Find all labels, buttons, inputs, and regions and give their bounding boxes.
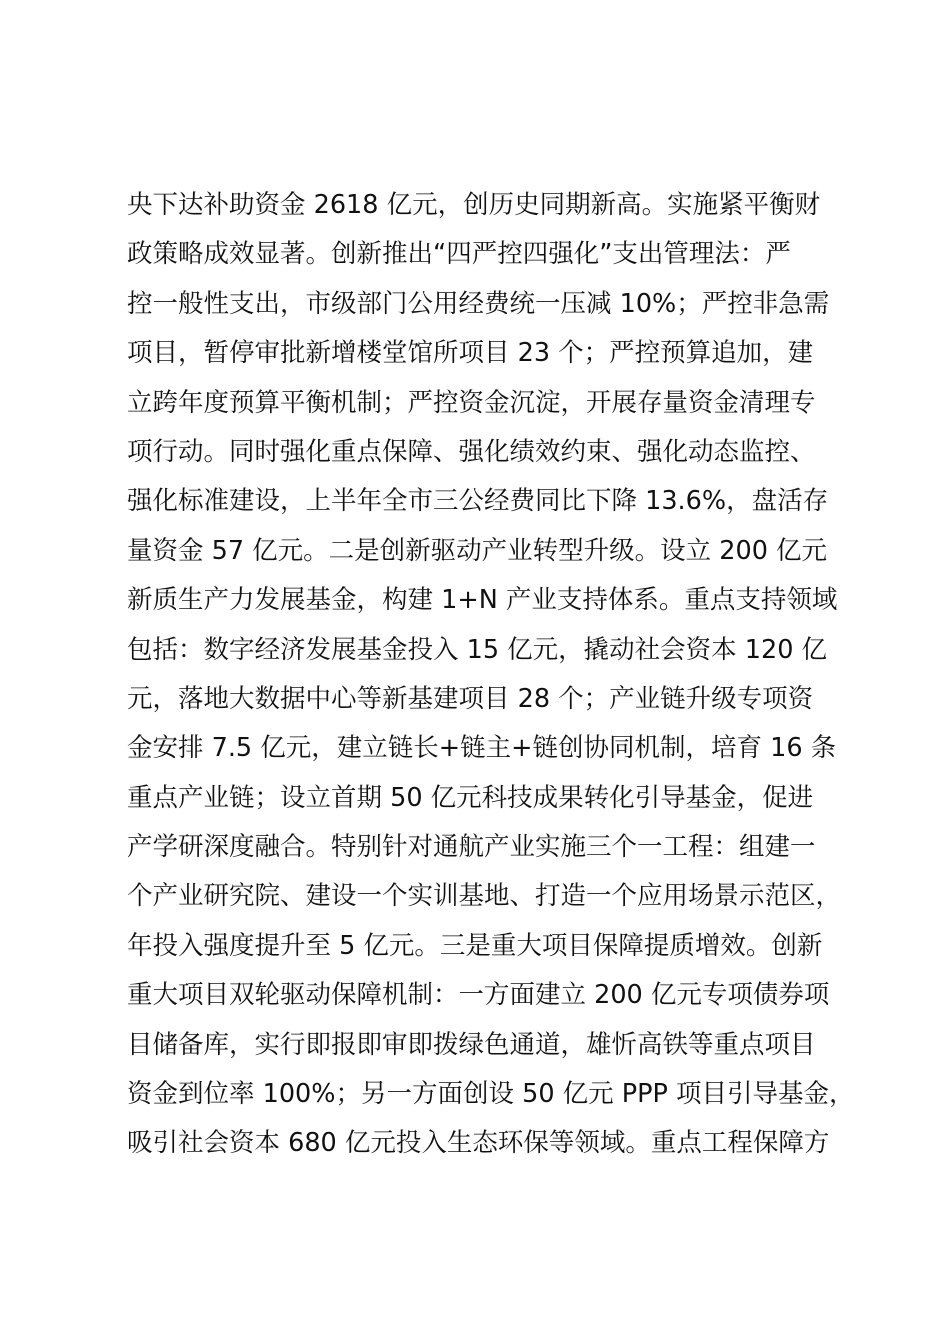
text-line-8: 量资金 57 亿元。二是创新驱动产业转型升级。设立 200 亿元 [127, 535, 828, 566]
text-line-13: 重点产业链；设立首期 50 亿元科技成果转化引导基金，促进 [127, 782, 814, 813]
text-line-15: 个产业研究院、建设一个实训基地、打造一个应用场景示范区， [127, 881, 842, 912]
text-line-17: 重大项目双轮驱动保障机制：一方面建立 200 亿元专项债券项 [127, 980, 830, 1011]
body-paragraph [127, 181, 867, 1169]
text-line-19: 资金到位率 100%；另一方面创设 50 亿元 PPP 项目引导基金， [127, 1079, 855, 1110]
text-line-3: 控一般性支出，市级部门公用经费统一压减 10%；严控非急需 [127, 288, 830, 319]
text-line-4: 项目，暂停审批新增楼堂馆所项目 23 个；严控预算追加，建 [127, 338, 814, 369]
text-line-10: 包括：数字经济发展基金投入 15 亿元，撬动社会资本 120 亿 [127, 634, 828, 665]
text-line-20: 吸引社会资本 680 亿元投入生态环保等领域。重点工程保障方 [127, 1128, 830, 1159]
text-line-1: 央下达补助资金 2618 亿元，创历史同期新高。实施紧平衡财 [127, 190, 821, 220]
text-line-16: 年投入强度提升至 5 亿元。三是重大项目保障提质增效。创新 [127, 930, 823, 961]
text-line-18: 目储备库，实行即报即审即拨绿色通道，雄忻高铁等重点项目 [127, 1029, 816, 1060]
text-line-5: 立跨年度预算平衡机制；严控资金沉淀，开展存量资金清理专 [127, 387, 816, 418]
text-line-6: 项行动。同时强化重点保障、强化绩效约束、强化动态监控、 [127, 436, 816, 467]
text-line-14: 产学研深度融合。特别针对通航产业实施三个一工程：组建一 [127, 832, 816, 863]
text-line-12: 金安排 7.5 亿元，建立链长+链主+链创协同机制，培育 16 条 [127, 733, 837, 764]
text-line-11: 元，落地大数据中心等新基建项目 28 个；产业链升级专项资 [127, 683, 814, 714]
text-line-2: 政策略成效显著。创新推出“四严控四强化”支出管理法：严 [127, 239, 791, 270]
text-line-9: 新质生产力发展基金，构建 1+N 产业支持体系。重点支持领域 [127, 585, 838, 616]
text-line-7: 强化标准建设，上半年全市三公经费同比下降 13.6%，盘活存 [127, 486, 829, 517]
